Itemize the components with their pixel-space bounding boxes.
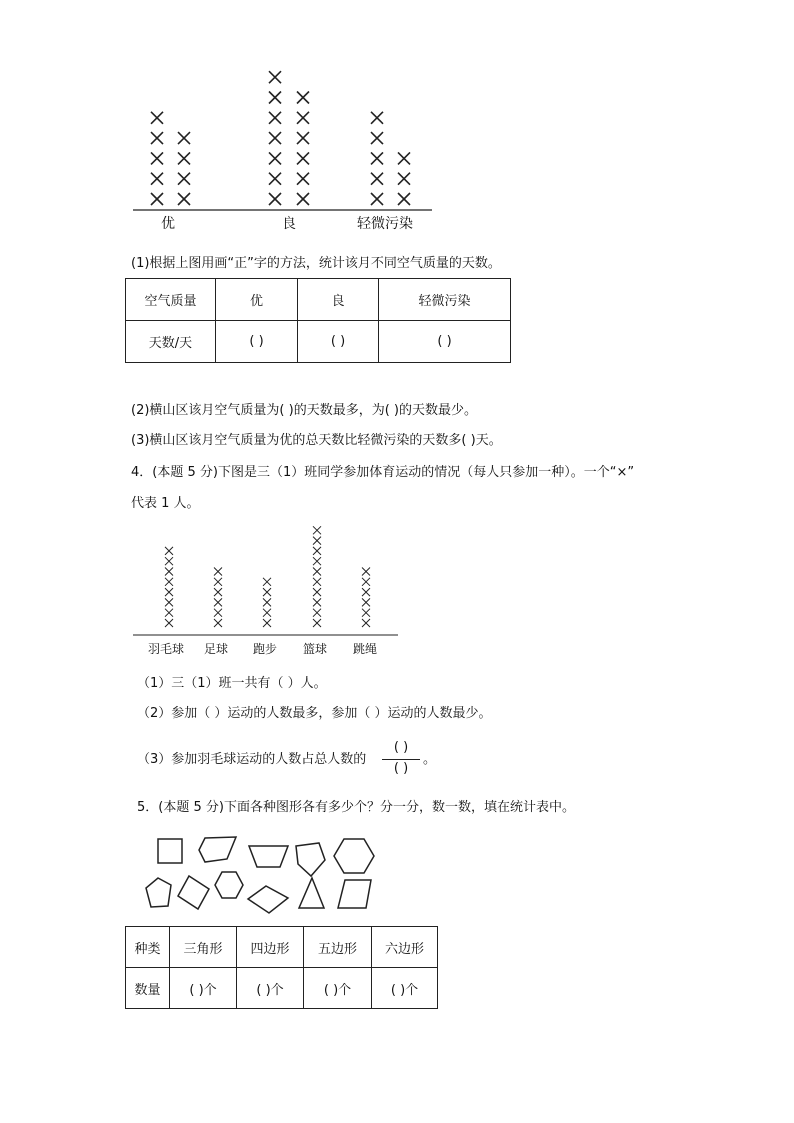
table2-header-triangle: 三角形 xyxy=(170,927,237,968)
table1-header-you: 优 xyxy=(216,279,298,321)
shape-hexagon-large xyxy=(334,839,374,873)
shape-square-rotated xyxy=(178,876,209,909)
shape-parallelogram xyxy=(338,880,371,908)
shape-hexagon-small xyxy=(215,872,243,898)
chart2-label-basketball: 篮球 xyxy=(303,642,328,656)
table2-answer-blank[interactable]: ( )个 xyxy=(237,968,304,1009)
shape-pentagon-tilted xyxy=(199,837,236,862)
table1-answer-blank[interactable]: ( ) xyxy=(379,321,511,363)
table1-answer-blank[interactable]: ( ) xyxy=(298,321,379,363)
p4-q2: （2）参加（ ）运动的人数最多，参加（ ）运动的人数最少。 xyxy=(137,706,492,721)
table2-answer-blank[interactable]: ( )个 xyxy=(170,968,237,1009)
table1-answer-blank[interactable]: ( ) xyxy=(216,321,298,363)
p4-q1: （1）三（1）班一共有（ ）人。 xyxy=(137,676,327,691)
q3-text: (3)横山区该月空气质量为优的总天数比轻微污染的天数多( )天。 xyxy=(131,433,502,448)
q2-text: (2)横山区该月空气质量为( )的天数最多，为( )的天数最少。 xyxy=(131,403,477,418)
shape-rhombus xyxy=(248,886,288,913)
fraction-denominator-blank[interactable]: ( ) xyxy=(393,761,409,776)
chart2-label-badminton: 羽毛球 xyxy=(148,642,185,656)
table2-header-pentagon: 五边形 xyxy=(304,927,372,968)
fraction-numerator-blank[interactable]: ( ) xyxy=(393,740,409,755)
shape-square xyxy=(158,839,182,863)
p4-q3-suffix: 。 xyxy=(423,752,437,767)
table1-header-quality: 空气质量 xyxy=(126,279,216,321)
table2-answer-blank[interactable]: ( )个 xyxy=(304,968,372,1009)
shape-triangle xyxy=(299,878,324,908)
table1-header-light-pollution: 轻微污染 xyxy=(379,279,511,321)
table2-row-label: 数量 xyxy=(126,968,170,1009)
chart1-label-you: 优 xyxy=(161,216,175,232)
shape-pentagon xyxy=(296,843,325,876)
table2-header-hexagon: 六边形 xyxy=(372,927,438,968)
q1-prompt: (1)根据上图用画“正”字的方法，统计该月不同空气质量的天数。 xyxy=(131,256,501,271)
table1-header-liang: 良 xyxy=(298,279,379,321)
table1-row-label: 天数/天 xyxy=(126,321,216,363)
table2-answer-blank[interactable]: ( )个 xyxy=(372,968,438,1009)
chart1-label-liang: 良 xyxy=(282,216,296,232)
table2-header-kind: 种类 xyxy=(126,927,170,968)
chart2-label-rope-skipping: 跳绳 xyxy=(353,642,378,656)
problem4-stem-line2: 代表 1 人。 xyxy=(131,496,200,511)
shape-pentagon-small xyxy=(146,878,171,907)
chart2-label-running: 跑步 xyxy=(253,642,278,656)
chart1-label-light-pollution: 轻微污染 xyxy=(357,216,413,232)
table2-header-quadrilateral: 四边形 xyxy=(237,927,304,968)
chart2-label-football: 足球 xyxy=(204,642,229,656)
shapes-table xyxy=(125,926,438,1009)
p4-q3-prefix: （3）参加羽毛球运动的人数占总人数的 xyxy=(137,752,367,767)
problem4-stem-line1: 4．(本题 5 分)下图是三（1）班同学参加体育运动的情况（每人只参加一种）。一个“×” xyxy=(131,465,635,480)
problem5-stem: 5．(本题 5 分)下面各种图形各有多少个？分一分，数一数，填在统计表中。 xyxy=(137,800,575,815)
shape-trapezoid xyxy=(249,846,288,867)
